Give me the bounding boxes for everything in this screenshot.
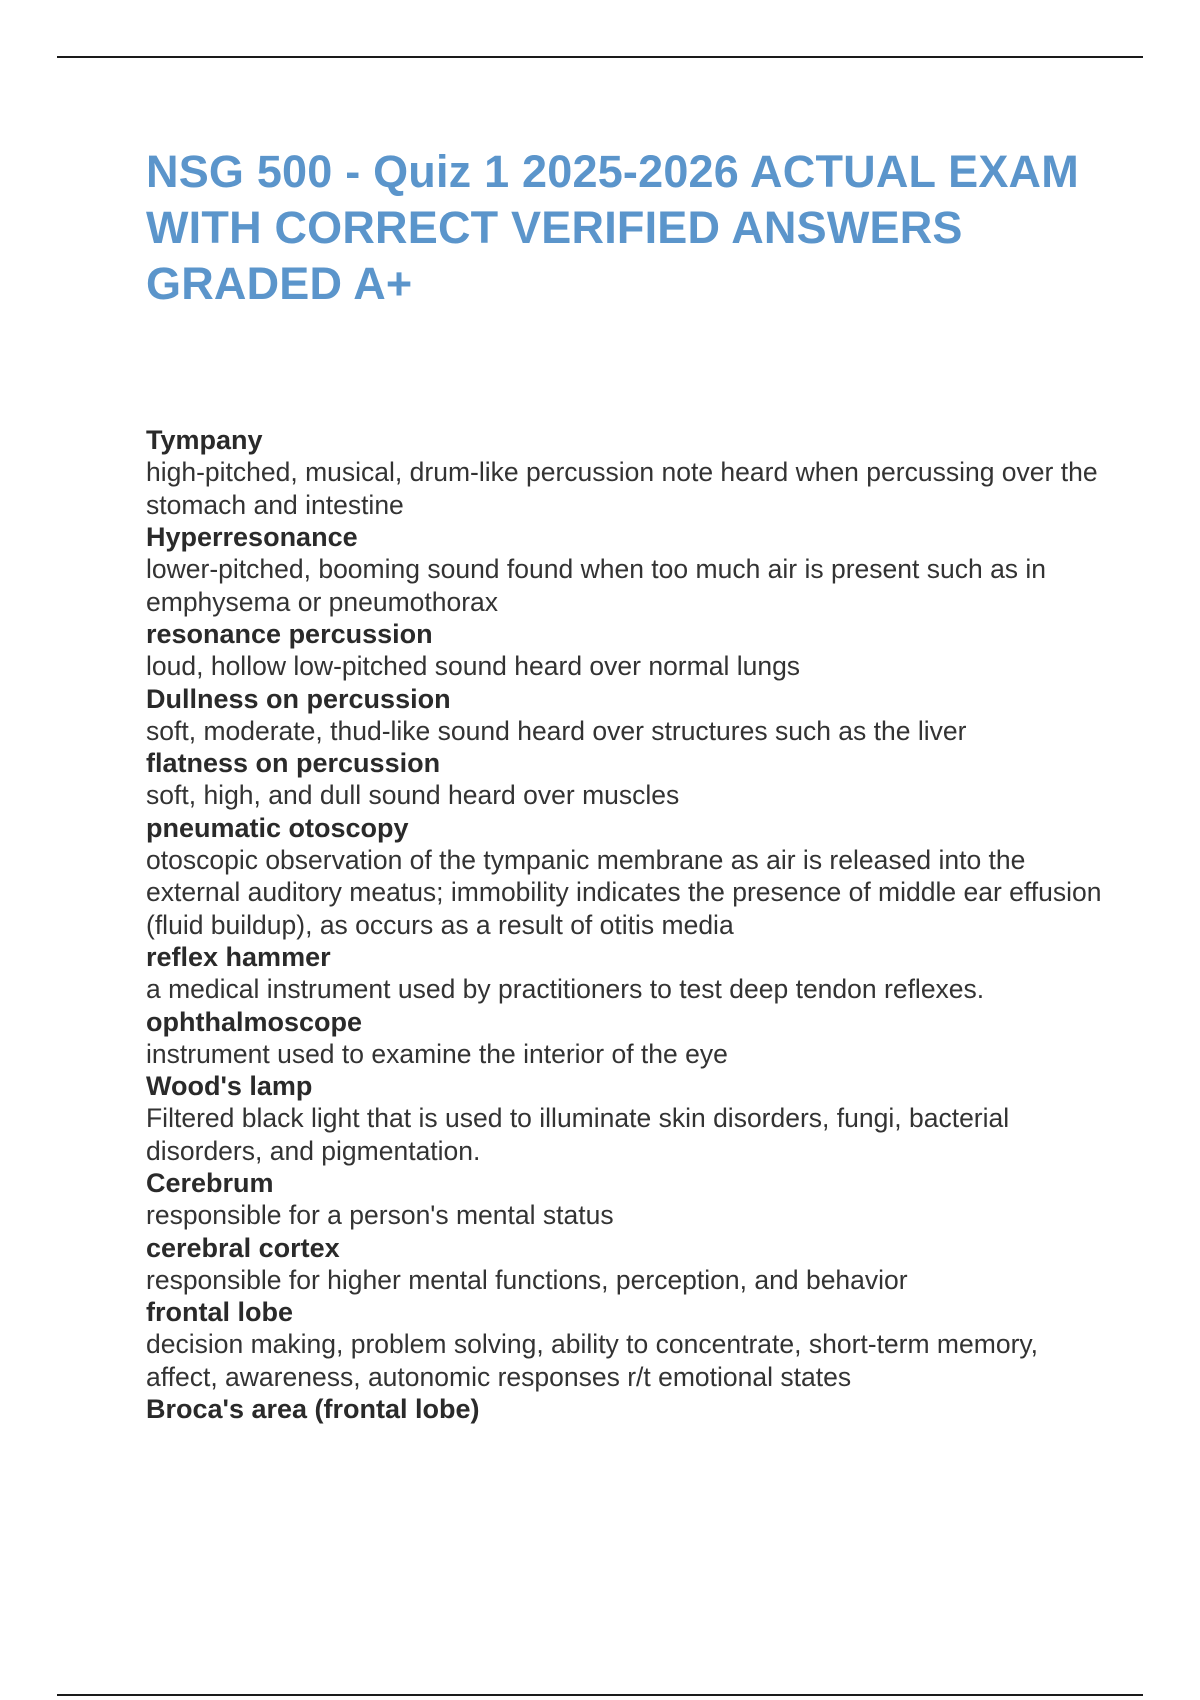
term: flatness on percussion <box>146 748 441 778</box>
definition: Filtered black light that is used to illuminate skin disorders, fungi, bacterial disorders, and pigmentation. <box>146 1103 1010 1166</box>
definition: a medical instrument used by practitioners to test deep tendon reflexes. <box>146 974 985 1004</box>
term: Tympany <box>146 425 263 455</box>
top-divider <box>57 56 1143 58</box>
flashcard-list <box>146 424 1106 1425</box>
definition: loud, hollow low-pitched sound heard over normal lungs <box>146 651 801 681</box>
term: cerebral cortex <box>146 1232 340 1263</box>
term: Broca's area (frontal lobe) <box>146 1394 480 1424</box>
definition: otoscopic observation of the tympanic membrane as air is released into the external auditory meatus; immobility indicates the presence of middle ear effusion (fluid buildup), as occurs as a result of otitis media <box>146 844 1102 940</box>
term: Dullness on percussion <box>146 683 451 714</box>
term: ophthalmoscope <box>146 1006 363 1037</box>
definition: decision making, problem solving, ability to concentrate, short-term memory, affect, awareness, autonomic responses r/t emotional states <box>146 1329 1039 1392</box>
definition: instrument used to examine the interior of the eye <box>146 1038 728 1069</box>
definition: responsible for a person's mental status <box>146 1200 614 1230</box>
term: reflex hammer <box>146 942 331 972</box>
definition: responsible for higher mental functions, perception, and behavior <box>146 1264 908 1295</box>
term: pneumatic otoscopy <box>146 812 409 843</box>
definition: lower-pitched, booming sound found when too much air is present such as in emphysema or pneumothorax <box>146 554 1047 617</box>
bottom-divider <box>57 1694 1143 1696</box>
term: Wood's lamp <box>146 1071 313 1101</box>
term: Hyperresonance <box>146 522 358 552</box>
term: resonance percussion <box>146 619 433 649</box>
term: Cerebrum <box>146 1168 274 1198</box>
term: frontal lobe <box>146 1297 293 1327</box>
document-title: NSG 500 - Quiz 1 2025-2026 ACTUAL EXAM WITH CORRECT VERIFIED ANSWERS GRADED A+ <box>146 146 1079 309</box>
definition: high-pitched, musical, drum-like percussion note heard when percussing over the stomach and intestine <box>146 457 1098 520</box>
definition: soft, moderate, thud-like sound heard over structures such as the liver <box>146 715 967 746</box>
definition: soft, high, and dull sound heard over muscles <box>146 780 680 810</box>
